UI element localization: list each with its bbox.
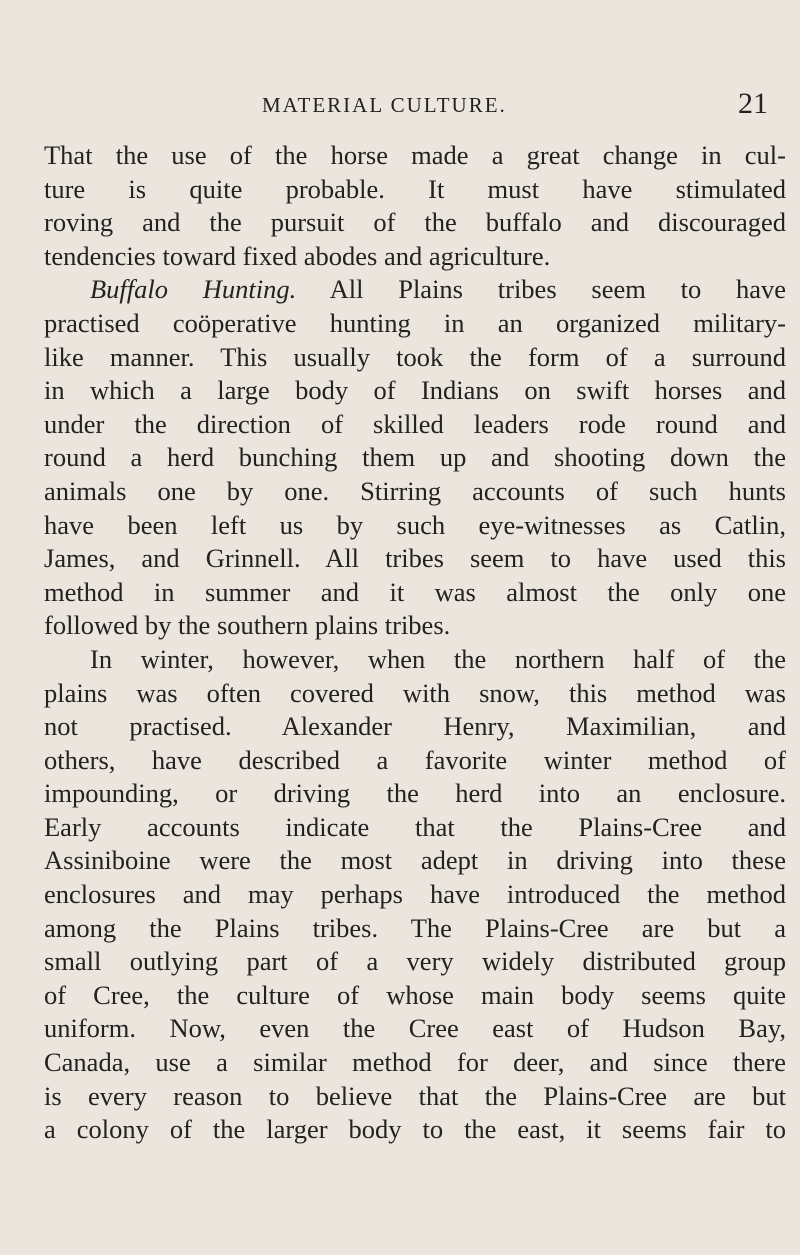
text-line: not practised. Alexander Henry, Maximilian, and bbox=[44, 711, 786, 742]
text-line: impounding, or driving the herd into an enclosure. bbox=[44, 778, 786, 809]
text-line: That the use of the horse made a great change in cul- bbox=[44, 140, 786, 170]
running-head bbox=[0, 87, 800, 133]
text-line: tendencies toward fixed abodes and agriculture. bbox=[44, 240, 551, 271]
text-line: among the Plains tribes. The Plains-Cree are but a bbox=[44, 912, 786, 943]
text-line: roving and the pursuit of the buffalo and discouraged bbox=[44, 207, 786, 238]
text-line: of Cree, the culture of whose main body seems quite bbox=[44, 979, 786, 1010]
text-line: practised coöperative hunting in an organized military- bbox=[44, 307, 786, 338]
text-line: method in summer and it was almost the only one bbox=[44, 576, 786, 607]
text-line: others, have described a favorite winter method of bbox=[44, 744, 786, 775]
text-line: round a herd bunching them up and shooting down the bbox=[44, 442, 786, 473]
text-line: animals one by one. Stirring accounts of such hunts bbox=[44, 475, 786, 506]
section-heading: Buffalo Hunting. bbox=[90, 274, 297, 305]
text-line: In winter, however, when the northern half of the bbox=[90, 643, 786, 674]
text-line: in which a large body of Indians on swift horses and bbox=[44, 375, 786, 406]
text-line: have been left us by such eye-witnesses as Catlin, bbox=[44, 509, 786, 540]
text-line: Early accounts indicate that the Plains-Cree and bbox=[44, 811, 786, 842]
text-line: small outlying part of a very widely distributed group bbox=[44, 946, 786, 977]
page-number: 21 bbox=[738, 87, 768, 120]
text-line: enclosures and may perhaps have introduced the method bbox=[44, 879, 786, 910]
text-line: Canada, use a similar method for deer, and since there bbox=[44, 1047, 786, 1078]
running-title: MATERIAL CULTURE. bbox=[262, 93, 507, 117]
text-line: ture is quite probable. It must have stimulated bbox=[44, 173, 786, 204]
text-line: Assiniboine were the most adept in driving into these bbox=[44, 845, 786, 876]
text-line-fragment: All Plains tribes seem to have bbox=[296, 274, 786, 305]
text-line: a colony of the larger body to the east, it seems fair to bbox=[44, 1114, 786, 1145]
text-line: uniform. Now, even the Cree east of Hudson Bay, bbox=[44, 1013, 786, 1044]
text-line: is every reason to believe that the Plains-Cree are but bbox=[44, 1080, 786, 1111]
text-line: like manner. This usually took the form of a surround bbox=[44, 341, 786, 372]
text-line bbox=[44, 273, 786, 307]
text-line: under the direction of skilled leaders rode round and bbox=[44, 408, 786, 439]
body-text bbox=[44, 139, 786, 1147]
text-line: followed by the southern plains tribes. bbox=[44, 610, 451, 641]
text-line: plains was often covered with snow, this method was bbox=[44, 677, 786, 708]
text-line: James, and Grinnell. All tribes seem to have used this bbox=[44, 543, 786, 574]
